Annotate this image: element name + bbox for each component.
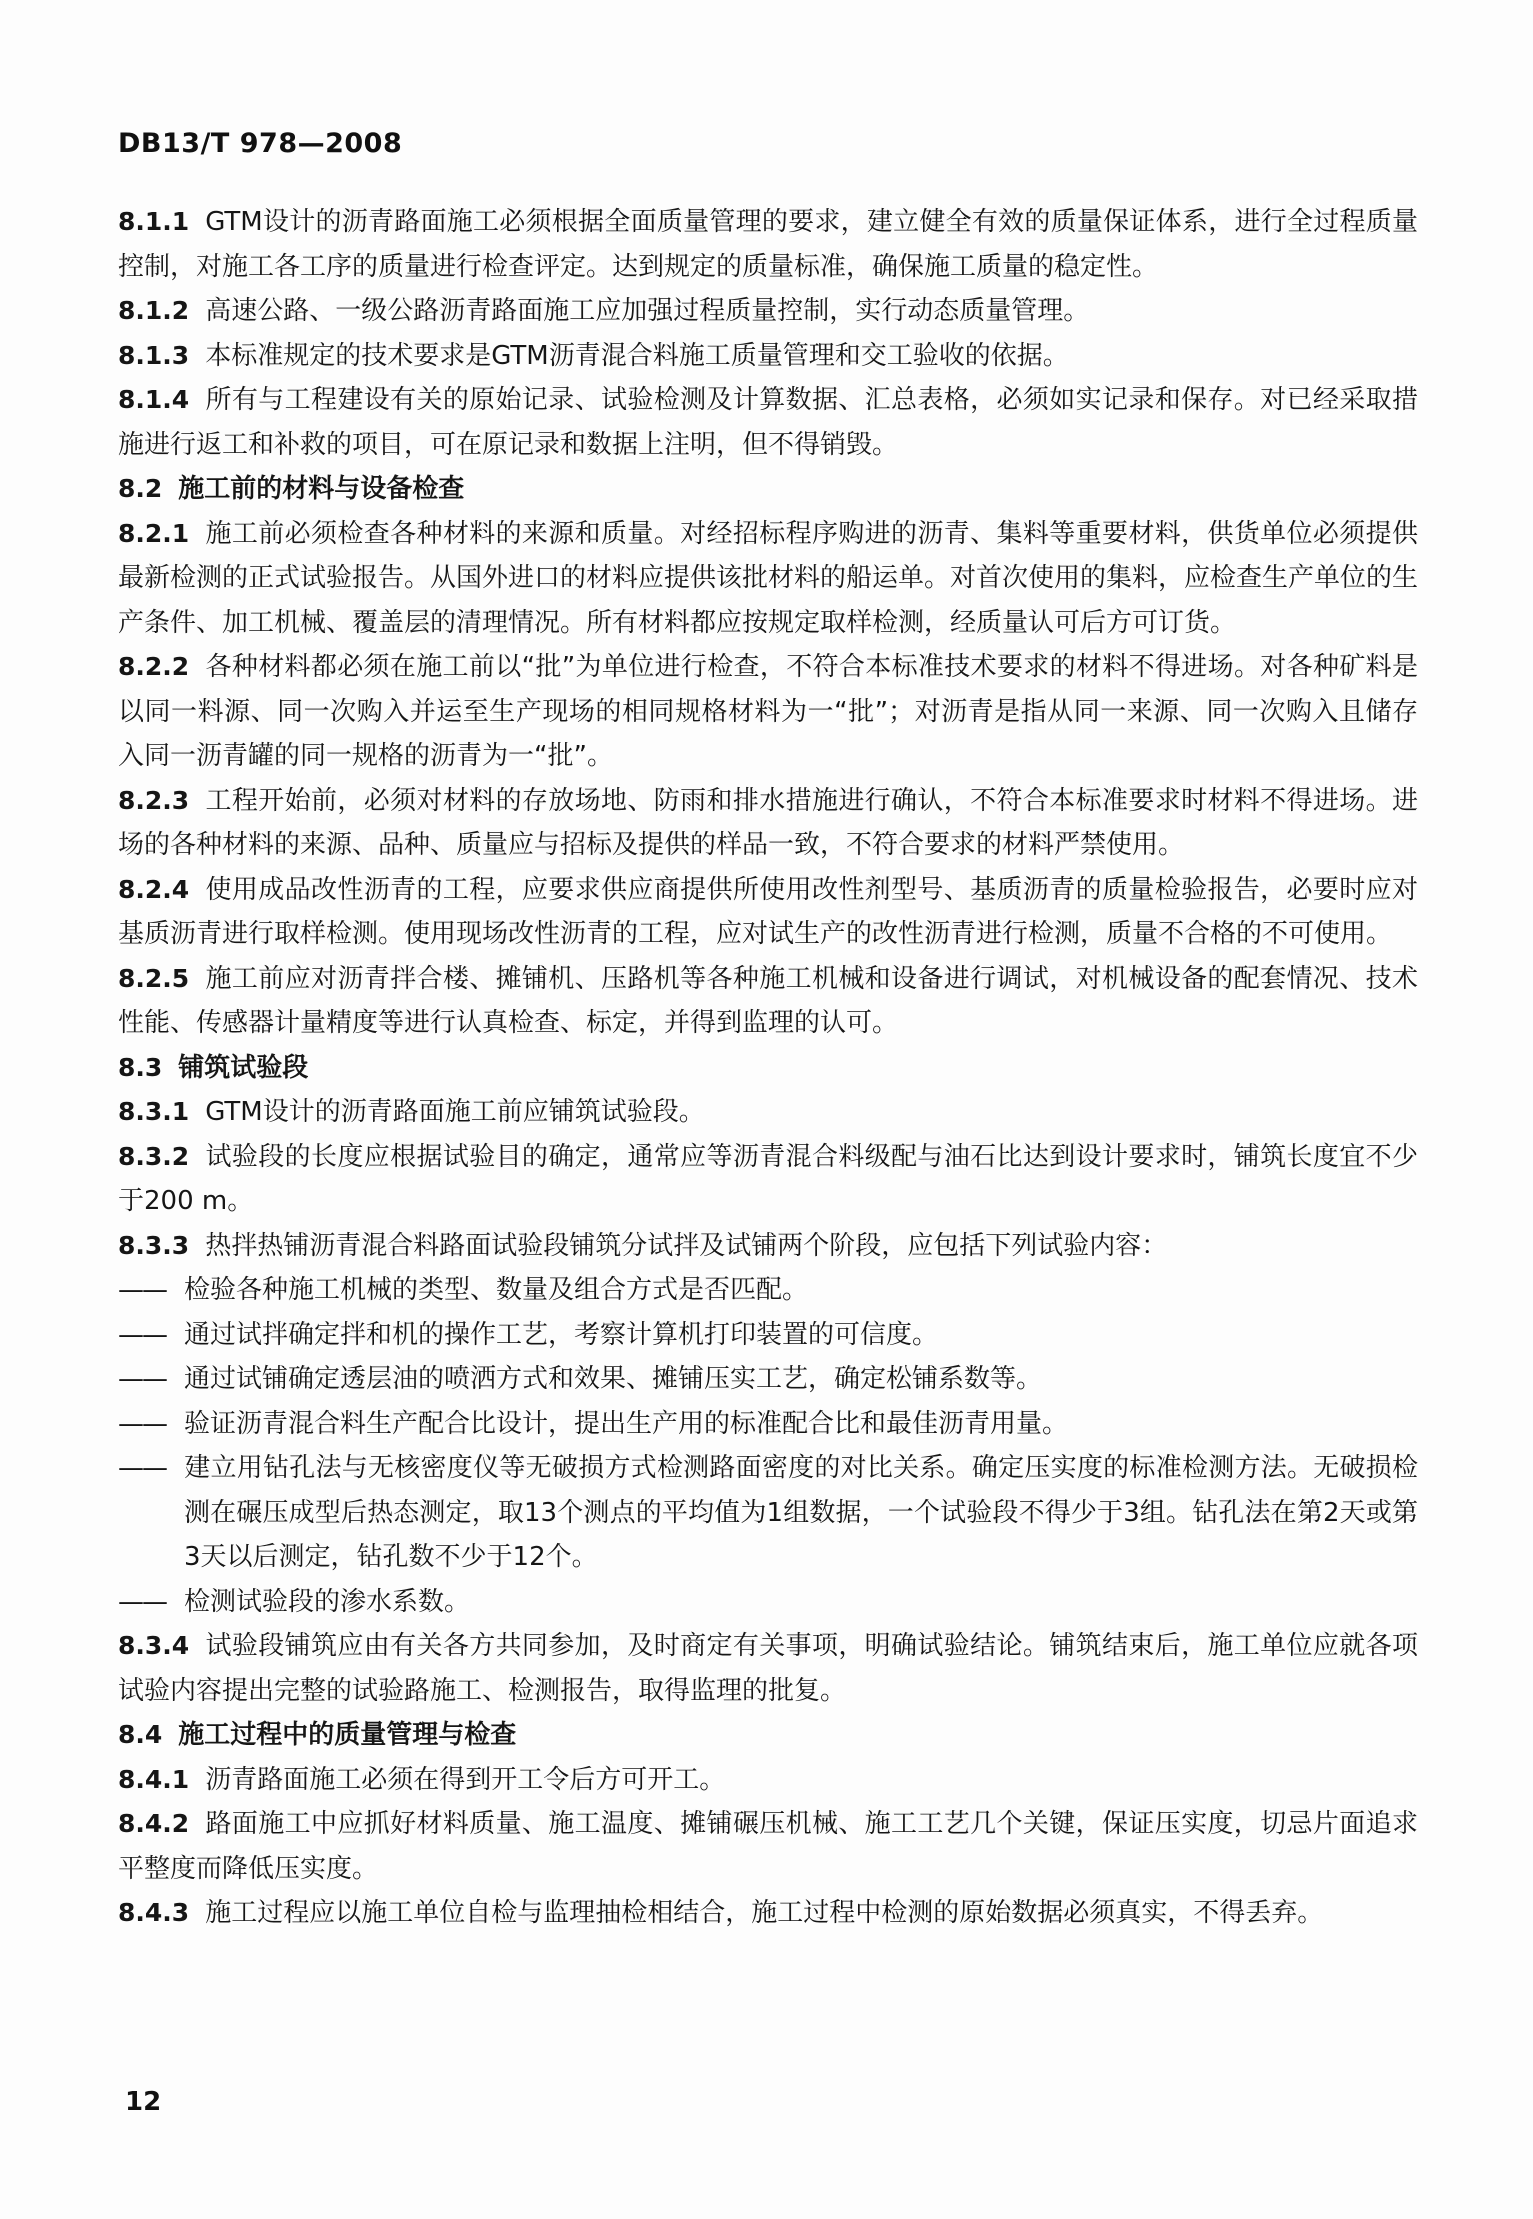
- clause-paragraph: [118, 334, 1418, 379]
- page-number: 12: [125, 2087, 162, 2117]
- clause-paragraph: [118, 1624, 1418, 1713]
- clause-paragraph: [118, 868, 1418, 957]
- list-item-text: 检测试验段的渗水系数。: [184, 1586, 471, 1617]
- list-item: [118, 1402, 1418, 1447]
- clause-paragraph: [118, 645, 1418, 779]
- clause-number: 8.2.2: [118, 652, 190, 681]
- clause-paragraph: [118, 1224, 1418, 1269]
- clause-number: 8.2.4: [118, 874, 190, 904]
- clause-text: 施工过程应以施工单位自检与监理抽检相结合，施工过程中检测的原始数据必须真实，不得丢弃。: [205, 1898, 1324, 1928]
- dash-marker: [118, 1313, 184, 1358]
- section-heading: [118, 467, 1418, 512]
- list-item: [118, 1313, 1418, 1358]
- clause-number: 8.3.4: [118, 1631, 190, 1660]
- list-item: [118, 1446, 1418, 1580]
- dash-marker: [118, 1268, 184, 1313]
- dash-marker: [118, 1580, 184, 1625]
- section-heading: [118, 1046, 1418, 1091]
- dash-marker: [118, 1402, 184, 1447]
- clause-text: 工程开始前，必须对材料的存放场地、防雨和排水措施进行确认，不符合本标准要求时材料不得进场。进场的各种材料的来源、品种、质量应与招标及提供的样品一致，不符合要求的材料严禁使用。: [118, 785, 1418, 860]
- clause-number: 8.1.2: [118, 296, 190, 325]
- clause-number: 8.2.1: [118, 518, 190, 548]
- clause-text: 施工前必须检查各种材料的来源和质量。对经招标程序购进的沥青、集料等重要材料，供货单位必须提供最新检测的正式试验报告。从国外进口的材料应提供该批材料的船运单。对首次使用的集料，应检查生产单位的生产条件、加工机械、覆盖层的清理情况。所有材料都应按规定取样检测，经质量认可后方可订货。: [118, 518, 1419, 638]
- clause-text: GTM设计的沥青路面施工必须根据全面质量管理的要求，建立健全有效的质量保证体系，进行全过程质量控制，对施工各工序的质量进行检查评定。达到规定的质量标准，确保施工质量的稳定性。: [118, 207, 1418, 282]
- clause-text: 沥青路面施工必须在得到开工令后方可开工。: [205, 1764, 726, 1795]
- clause-number: 8.4: [118, 1720, 163, 1749]
- clause-text: 高速公路、一级公路沥青路面施工应加强过程质量控制，实行动态质量管理。: [205, 296, 1090, 326]
- list-item-text: 检验各种施工机械的类型、数量及组合方式是否匹配。: [184, 1275, 809, 1305]
- clause-number: 8.1.1: [118, 207, 190, 236]
- clause-number: 8.1.4: [118, 385, 190, 414]
- clause-text: 试验段的长度应根据试验目的确定，通常应等沥青混合料级配与油石比达到设计要求时，铺筑长度宜不少于200 m。: [118, 1141, 1418, 1216]
- clause-text: 路面施工中应抓好材料质量、施工温度、摊铺碾压机械、施工工艺几个关键，保证压实度，切忌片面追求平整度而降低压实度。: [118, 1809, 1418, 1884]
- list-item-text: 通过试铺确定透层油的喷洒方式和效果、摊铺压实工艺，确定松铺系数等。: [184, 1364, 1043, 1394]
- section-title: 铺筑试验段: [178, 1052, 309, 1083]
- clause-paragraph: [118, 1802, 1418, 1891]
- clause-text: 热拌热铺沥青混合料路面试验段铺筑分试拌及试铺两个阶段，应包括下列试验内容：: [205, 1230, 1168, 1261]
- clause-number: 8.3.1: [118, 1097, 190, 1126]
- clause-paragraph: [118, 512, 1418, 646]
- clause-number: 8.2: [118, 474, 163, 503]
- dash-marker: [118, 1446, 184, 1491]
- clause-paragraph: [118, 957, 1418, 1046]
- clause-text: GTM设计的沥青路面施工前应铺筑试验段。: [205, 1097, 705, 1127]
- clause-number: 8.3.2: [118, 1141, 190, 1171]
- clause-number: 8.4.1: [118, 1764, 190, 1794]
- clause-number: 8.2.3: [118, 785, 190, 815]
- dash-marker: [118, 1357, 184, 1402]
- list-item: [118, 1580, 1418, 1625]
- clause-paragraph: [118, 779, 1418, 868]
- clause-number: 8.3.3: [118, 1230, 190, 1260]
- clause-paragraph: [118, 289, 1418, 334]
- list-item: [118, 1357, 1418, 1402]
- clause-paragraph: [118, 378, 1418, 467]
- clause-number: 8.3: [118, 1052, 163, 1082]
- clause-number: 8.1.3: [118, 340, 190, 370]
- list-item-text: 建立用钻孔法与无核密度仪等无破损方式检测路面密度的对比关系。确定压实度的标准检测方法。无破损检测在碾压成型后热态测定，取13个测点的平均值为1组数据，一个试验段不得少于3组。钻孔法在第2天或第3天以后测定，钻孔数不少于12个。: [184, 1453, 1418, 1572]
- clause-paragraph: [118, 1891, 1418, 1936]
- list-item-text: 通过试拌确定拌和机的操作工艺，考察计算机打印装置的可信度。: [184, 1319, 939, 1350]
- clause-text: 本标准规定的技术要求是GTM沥青混合料施工质量管理和交工验收的依据。: [205, 340, 1069, 371]
- document-body: [118, 200, 1418, 1936]
- clause-paragraph: [118, 200, 1418, 289]
- clause-paragraph: [118, 1090, 1418, 1135]
- clause-text: 使用成品改性沥青的工程，应要求供应商提供所使用改性剂型号、基质沥青的质量检验报告，必要时应对基质沥青进行取样检测。使用现场改性沥青的工程，应对试生产的改性沥青进行检测，质量不合格的不可使用。: [118, 874, 1418, 949]
- clause-number: 8.4.2: [118, 1809, 190, 1838]
- clause-paragraph: [118, 1758, 1418, 1803]
- clause-text: 试验段铺筑应由有关各方共同参加，及时商定有关事项，明确试验结论。铺筑结束后，施工单位应就各项试验内容提出完整的试验路施工、检测报告，取得监理的批复。: [118, 1631, 1418, 1706]
- clause-number: 8.2.5: [118, 963, 190, 993]
- clause-paragraph: [118, 1135, 1418, 1224]
- standard-code: DB13/T 978—2008: [118, 128, 403, 159]
- section-title: 施工过程中的质量管理与检查: [178, 1720, 517, 1750]
- clause-text: 所有与工程建设有关的原始记录、试验检测及计算数据、汇总表格，必须如实记录和保存。对已经采取措施进行返工和补救的项目，可在原记录和数据上注明，但不得销毁。: [118, 385, 1418, 460]
- section-title: 施工前的材料与设备检查: [178, 474, 465, 504]
- section-heading: [118, 1713, 1418, 1758]
- clause-number: 8.4.3: [118, 1898, 190, 1927]
- list-item-text: 验证沥青混合料生产配合比设计，提出生产用的标准配合比和最佳沥青用量。: [184, 1408, 1069, 1439]
- clause-text: 施工前应对沥青拌合楼、摊铺机、压路机等各种施工机械和设备进行调试，对机械设备的配套情况、技术性能、传感器计量精度等进行认真检查、标定，并得到监理的认可。: [118, 963, 1418, 1038]
- clause-text: 各种材料都必须在施工前以“批”为单位进行检查，不符合本标准技术要求的材料不得进场。对各种矿料是以同一料源、同一次购入并运至生产现场的相同规格材料为一“批”；对沥青是指从同一来源、同一次购入且储存入同一沥青罐的同一规格的沥青为一“批”。: [118, 652, 1418, 771]
- list-item: [118, 1268, 1418, 1313]
